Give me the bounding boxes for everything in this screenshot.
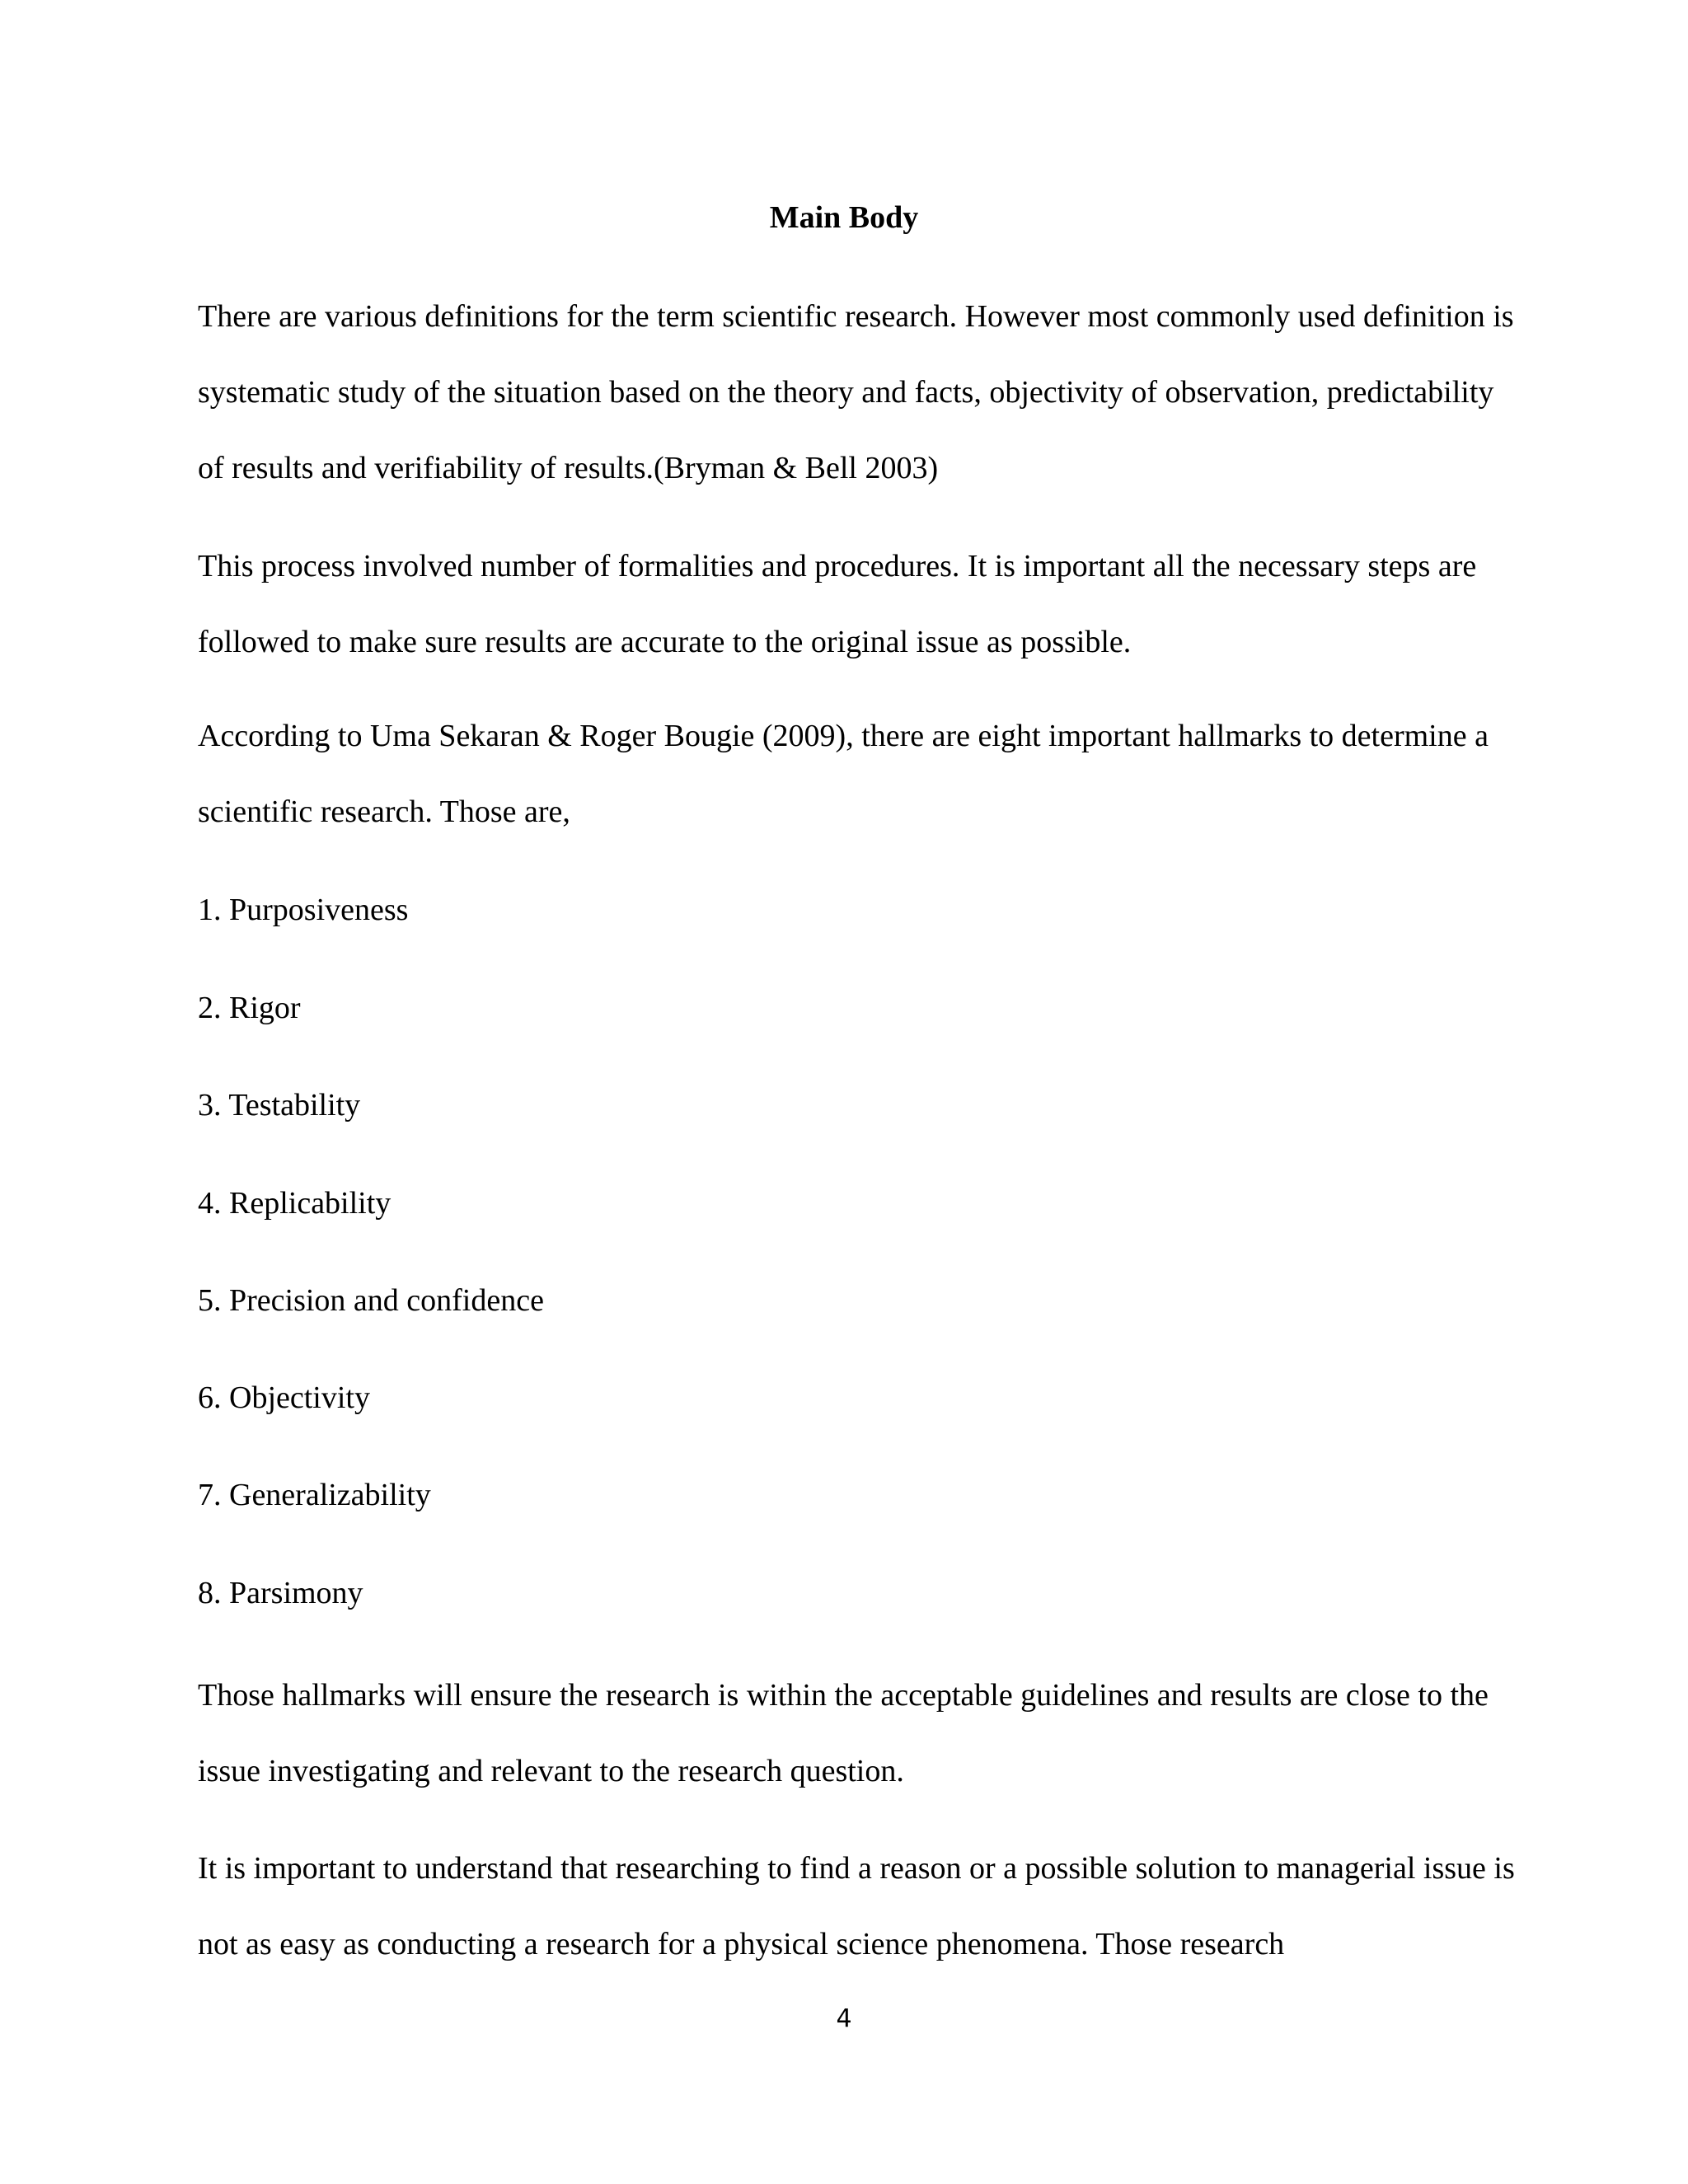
- list-item: 5. Precision and confidence: [198, 1283, 544, 1318]
- paragraph-hallmarks-intro: According to Uma Sekaran & Roger Bougie (2009), there are eight important hallmarks to determine a scientific research. Those are,: [198, 719, 1489, 829]
- list-item: 1. Purposiveness: [198, 893, 409, 927]
- section-heading: Main Body: [769, 200, 919, 235]
- page-number: 4: [836, 2004, 852, 2033]
- list-item: 7. Generalizability: [198, 1478, 431, 1512]
- paragraph-managerial-research: It is important to understand that researching to find a reason or a possible solution to managerial issue is not as easy as conducting a research for a physical science phenomena. Those research: [198, 1851, 1515, 1961]
- list-item: 3. Testability: [198, 1088, 361, 1122]
- list-item: 2. Rigor: [198, 991, 301, 1025]
- paragraph-definition: There are various definitions for the term scientific research. However most commonly used definition is systematic study of the situation based on the theory and facts, objectivity of observation, predictability of results and verifiability of results.(Bryman & Bell 2003): [198, 299, 1514, 485]
- paragraph-hallmarks-purpose: Those hallmarks will ensure the research is within the acceptable guidelines and results are close to the issue investigating and relevant to the research question.: [198, 1678, 1489, 1788]
- list-item: 6. Objectivity: [198, 1380, 370, 1415]
- list-item: 8. Parsimony: [198, 1576, 363, 1610]
- list-item: 4. Replicability: [198, 1186, 392, 1221]
- paragraph-process: This process involved number of formalities and procedures. It is important all the necessary steps are followed to make sure results are accurate to the original issue as possible.: [198, 549, 1477, 659]
